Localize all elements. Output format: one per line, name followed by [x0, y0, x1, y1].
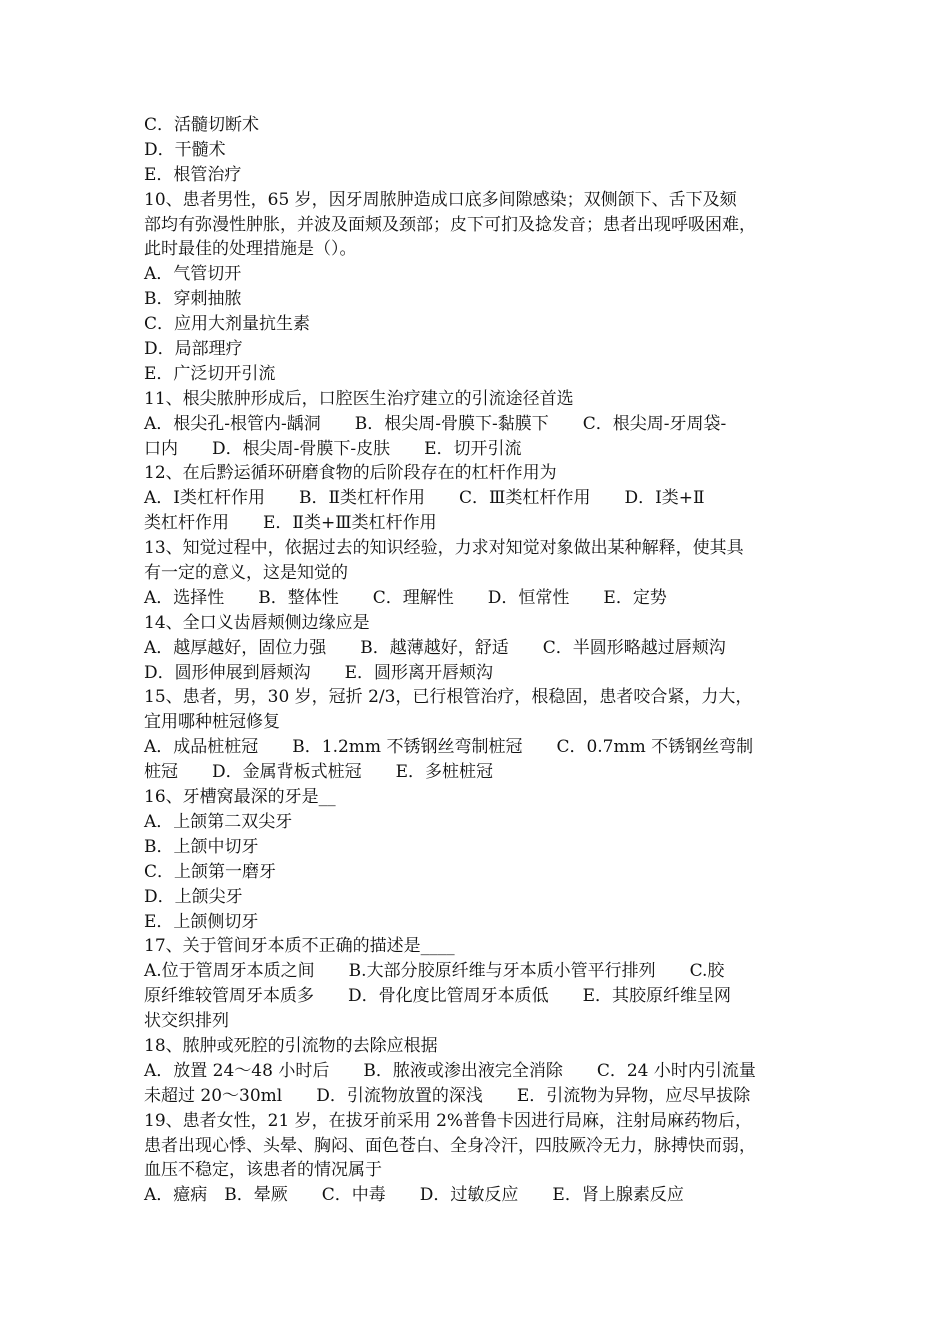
- text-line: A．Ⅰ类杠杆作用 B．Ⅱ类杠杆作用 C．Ⅲ类杠杆作用 D．Ⅰ类+Ⅱ: [144, 488, 705, 509]
- question-line: 15、患者，男，30 岁，冠折 2/3，已行根管治疗，根稳固，患者咬合紧，力大，: [144, 687, 753, 708]
- text-line: 口内 D．根尖周-骨膜下-皮肤 E．切开引流: [144, 438, 522, 459]
- text-line: C．上颌第一磨牙: [144, 861, 277, 882]
- text-line: E．上颌侧切牙: [144, 911, 259, 932]
- text-line: A．癔病 B．晕厥 C．中毒 D．过敏反应 E．肾上腺素反应: [144, 1185, 684, 1206]
- text-line: A.位于管周牙本质之间 B.大部分胶原纤维与牙本质小管平行排列 C.胶: [144, 961, 725, 982]
- text-line: B．穿刺抽脓: [144, 289, 242, 310]
- text-line: E．广泛切开引流: [144, 363, 276, 384]
- text-line: 原纤维较管周牙本质多 D．骨化度比管周牙本质低 E．其胶原纤维呈网: [144, 986, 732, 1007]
- question-line: 16、牙槽窝最深的牙是__: [144, 787, 336, 808]
- question-line: 10、患者男性，65 岁，因牙周脓肿造成口底多间隙感染；双侧颌下、舌下及颏: [144, 189, 737, 210]
- text-line: 桩冠 D．金属背板式桩冠 E．多桩桩冠: [144, 762, 494, 783]
- text-line: A．选择性 B．整体性 C．理解性 D．恒常性 E．定势: [144, 587, 667, 608]
- text-line: A．放置 24～48 小时后 B．脓液或渗出液完全消除 C．24 小时内引流量: [144, 1060, 756, 1081]
- question-line: 13、知觉过程中，依据过去的知识经验，力求对知觉对象做出某种解释，使其具: [144, 538, 744, 559]
- question-line: 19、患者女性，21 岁，在拔牙前采用 2%普鲁卡因进行局麻，注射局麻药物后，: [144, 1110, 753, 1131]
- text-line: 类杠杆作用 E．Ⅱ类+Ⅲ类杠杆作用: [144, 513, 437, 534]
- text-line: B．上颌中切牙: [144, 836, 259, 857]
- document-body: [144, 113, 814, 1208]
- text-line: D．圆形伸展到唇颊沟 E．圆形离开唇颊沟: [144, 662, 494, 683]
- text-line: 状交织排列: [144, 1011, 229, 1032]
- text-line: 宜用哪种桩冠修复: [144, 712, 280, 733]
- question-line: 11、根尖脓肿形成后，口腔医生治疗建立的引流途径首选: [144, 388, 574, 409]
- text-line: 部均有弥漫性肿胀，并波及面颊及颈部；皮下可扪及捻发音；患者出现呼吸困难，: [144, 214, 756, 235]
- text-line: D．上颌尖牙: [144, 886, 243, 907]
- text-line: E．根管治疗: [144, 164, 242, 185]
- question-line: 14、全口义齿唇颊侧边缘应是: [144, 612, 370, 633]
- text-line: A．越厚越好，固位力强 B．越薄越好，舒适 C．半圆形略越过唇颊沟: [144, 637, 726, 658]
- text-line: 血压不稳定，该患者的情况属于: [144, 1160, 382, 1181]
- text-line: C．应用大剂量抗生素: [144, 314, 311, 335]
- text-line: D．干髓术: [144, 139, 226, 160]
- text-line: 未超过 20～30ml D．引流物放置的深浅 E．引流物为异物，应尽早拔除: [144, 1085, 751, 1106]
- text-line: A．根尖孔-根管内-龋洞 B．根尖周-骨膜下-黏膜下 C．根尖周-牙周袋-: [144, 413, 727, 434]
- text-line: A．上颌第二双尖牙: [144, 811, 293, 832]
- text-line: 此时最佳的处理措施是（）。: [144, 239, 357, 260]
- question-line: 17、关于管间牙本质不正确的描述是____: [144, 936, 455, 957]
- question-line: 18、脓肿或死腔的引流物的去除应根据: [144, 1035, 438, 1056]
- question-line: 12、在后黔运循环研磨食物的后阶段存在的杠杆作用为: [144, 463, 557, 484]
- text-line: 有一定的意义，这是知觉的: [144, 563, 348, 584]
- text-line: A．气管切开: [144, 264, 242, 285]
- text-line: C．活髓切断术: [144, 115, 260, 135]
- text-line: A．成品桩桩冠 B．1.2mm 不锈钢丝弯制桩冠 C．0.7mm 不锈钢丝弯制: [144, 737, 754, 758]
- text-line: D．局部理疗: [144, 339, 243, 360]
- text-line: 患者出现心悸、头晕、胸闷、面色苍白、全身冷汗，四肢厥冷无力，脉搏快而弱，: [144, 1135, 756, 1156]
